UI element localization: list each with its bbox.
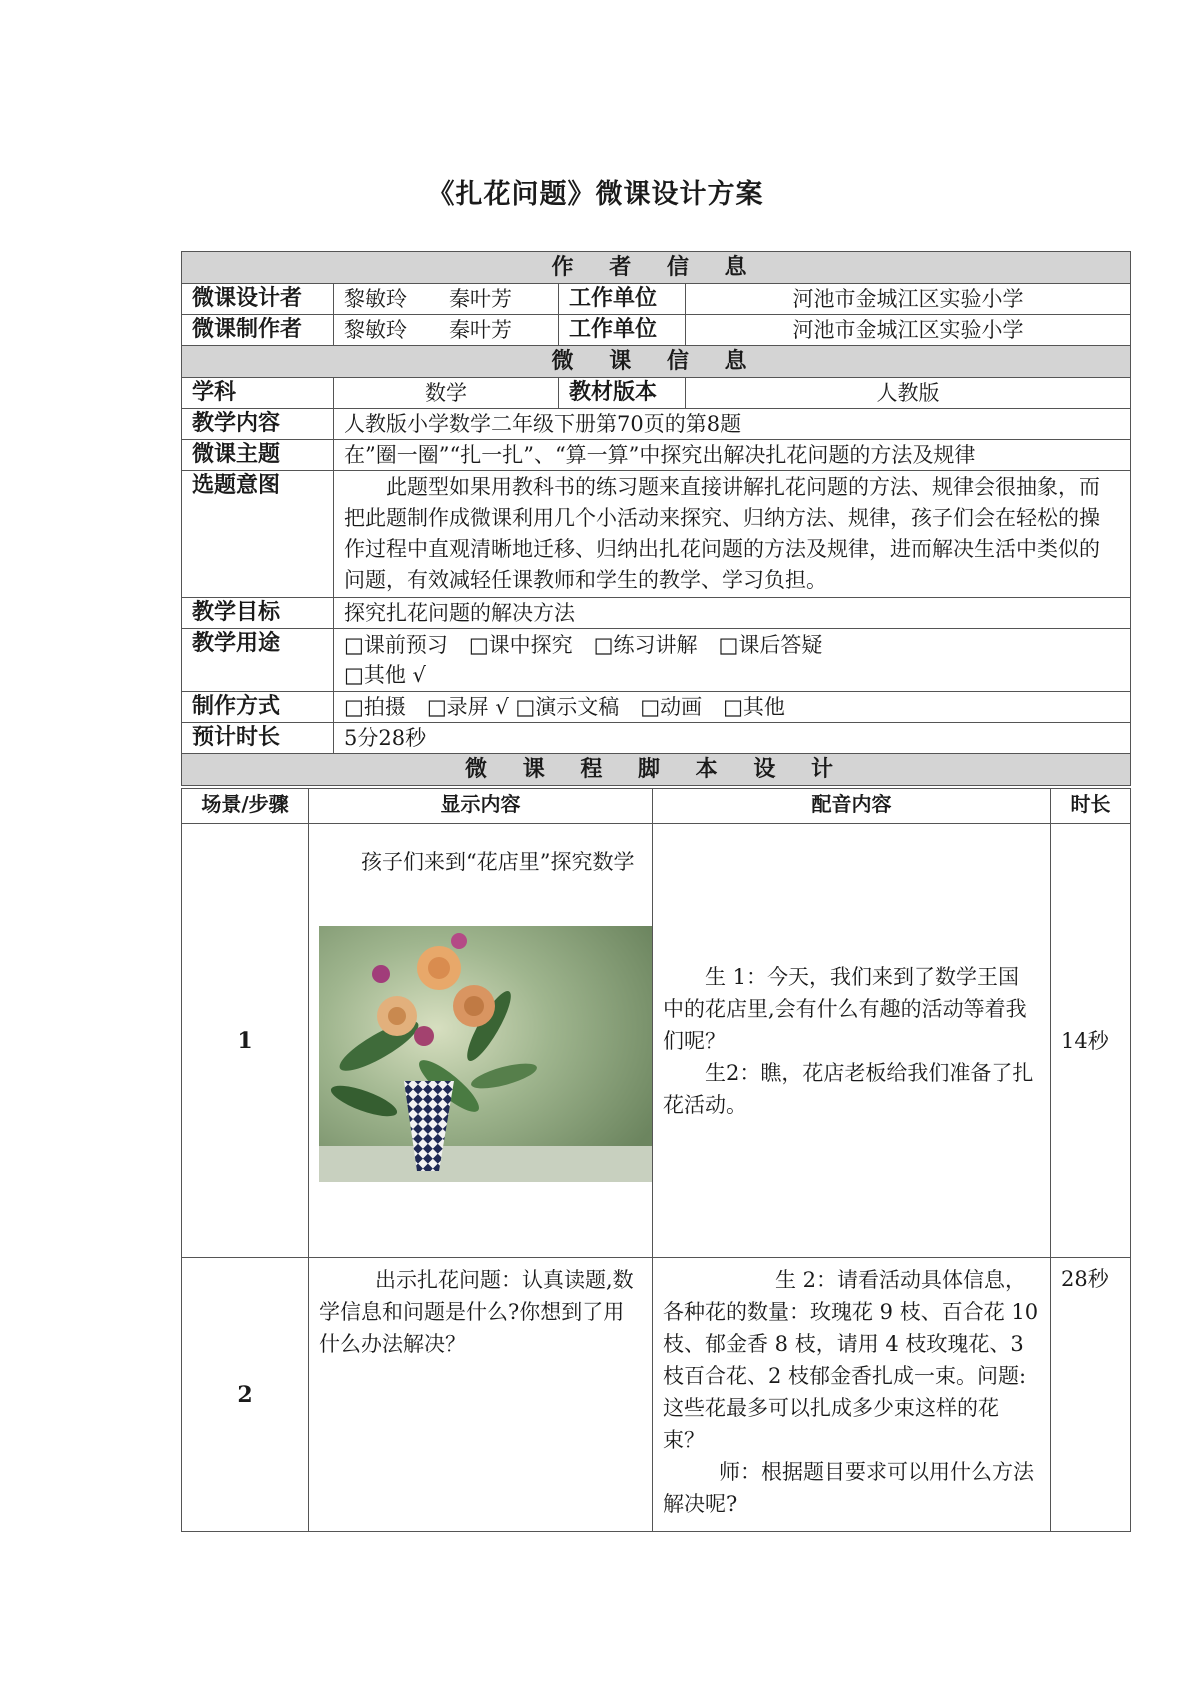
subject-value: 数学 [334, 378, 559, 409]
display-text: 出示扎花问题：认真读题,数学信息和问题是什么?你想到了用什么办法解决？ [319, 1268, 634, 1356]
flower-vase-image [319, 926, 653, 1182]
audio-text-2a: 生 2：请看活动具体信息，各种花的数量：玫瑰花 9 枝、百合花 10 枝、郁金香 8 枝，请用 4 枝玫瑰花、3 枝百合花、2 枝郁金香扎成一束。问题:这些花最多可以扎成多少束这样的花束？ [663, 1268, 1039, 1452]
col-time-header: 时长 [1051, 789, 1131, 824]
maker-label: 微课制作者 [182, 315, 334, 346]
audio-cell-2 [653, 1258, 1051, 1532]
course-section-header: 微 课 信 息 [182, 346, 1131, 378]
audio-cell-1 [653, 824, 1051, 1258]
method-label: 制作方式 [182, 692, 334, 723]
unit-value: 河池市金城江区实验小学 [686, 284, 1131, 315]
content-label: 教学内容 [182, 409, 334, 440]
display-cell-2 [309, 1258, 653, 1532]
unit-label: 工作单位 [559, 284, 686, 315]
col-step-header: 场景/步骤 [182, 789, 309, 824]
col-display-header: 显示内容 [309, 789, 653, 824]
subject-label: 学科 [182, 378, 334, 409]
maker-names: 黎敏玲 秦叶芳 [334, 315, 559, 346]
info-table [181, 251, 1131, 786]
unit-value-2: 河池市金城江区实验小学 [686, 315, 1131, 346]
theme-value: 在”圈一圈”“扎一扎”、“算一算”中探究出解决扎花问题的方法及规律 [334, 440, 1131, 471]
goal-value: 探究扎花问题的解决方法 [334, 598, 1131, 629]
audio-text-1a: 生 1：今天，我们来到了数学王国中的花店里,会有什么有趣的活动等着我们呢？ [663, 964, 1027, 1053]
display-text: 孩子们来到“花店里”探究数学 [361, 850, 635, 874]
usage-cell [334, 629, 1131, 692]
usage-options-line-2: □其他 √ [344, 663, 426, 687]
unit-label-2: 工作单位 [559, 315, 686, 346]
script-table [181, 788, 1131, 1532]
theme-label: 微课主题 [182, 440, 334, 471]
display-cell-1 [309, 824, 653, 1258]
step-number: 2 [182, 1258, 309, 1532]
time-cell-1: 14秒 [1051, 824, 1131, 1258]
script-row-1 [182, 824, 1131, 1258]
duration-value: 5分28秒 [334, 723, 1131, 754]
intent-value: 此题型如果用教科书的练习题来直接讲解扎花问题的方法、规律会很抽象，而把此题制作成微课利用几个小活动来探究、归纳方法、规律，孩子们会在轻松的操作过程中直观清晰地迁移、归纳出扎花问题的方法及规律，进而解决生活中类似的问题，有效减轻任课教师和学生的教学、学习负担。 [334, 471, 1131, 598]
document-title: 《扎花问题》微课设计方案 [427, 179, 764, 210]
designer-label: 微课设计者 [182, 284, 334, 315]
step-number: 1 [182, 824, 309, 1258]
goal-label: 教学目标 [182, 598, 334, 629]
duration-label: 预计时长 [182, 723, 334, 754]
audio-text-2b: 师：根据题目要求可以用什么方法解决呢? [663, 1460, 1034, 1516]
method-value: □拍摄 □录屏 √ □演示文稿 □动画 □其他 [334, 692, 1131, 723]
edition-value: 人教版 [686, 378, 1131, 409]
usage-options-line-1: □课前预习 □课中探究 □练习讲解 □课后答疑 [344, 633, 823, 657]
script-row-2 [182, 1258, 1131, 1532]
audio-text-1b: 生2：瞧，花店老板给我们准备了扎花活动。 [663, 1060, 1034, 1117]
designer-names: 黎敏玲 秦叶芳 [334, 284, 559, 315]
col-audio-header: 配音内容 [653, 789, 1051, 824]
time-cell-2: 28秒 [1051, 1258, 1131, 1532]
usage-label: 教学用途 [182, 629, 334, 692]
intent-label: 选题意图 [182, 471, 334, 598]
script-section-header: 微 课 程 脚 本 设 计 [182, 754, 1131, 786]
author-section-header: 作 者 信 息 [182, 252, 1131, 284]
content-value: 人教版小学数学二年级下册第70页的第8题 [334, 409, 1131, 440]
edition-label: 教材版本 [559, 378, 686, 409]
